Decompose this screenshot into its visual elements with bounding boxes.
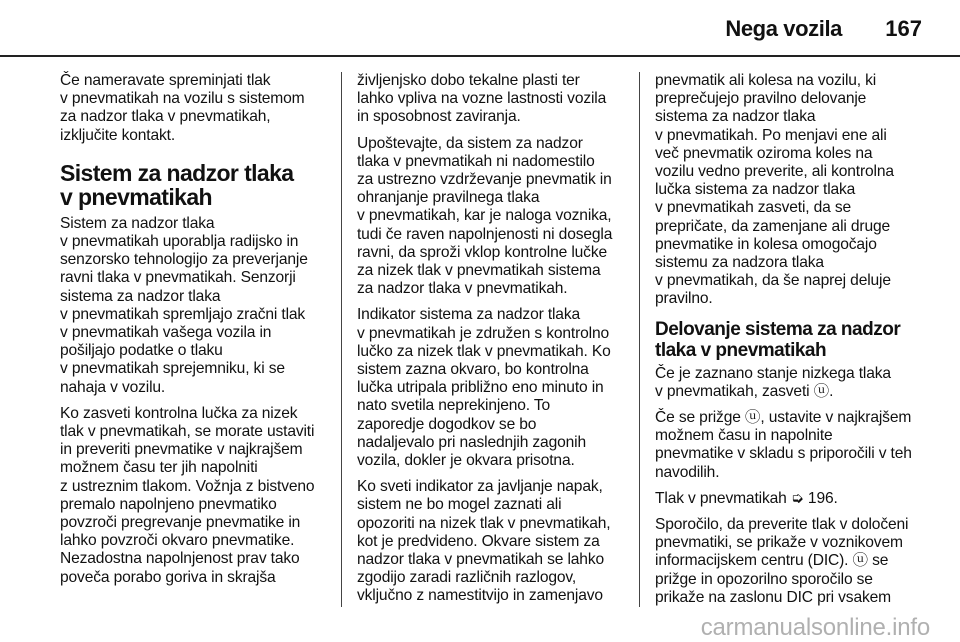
paragraph: pnevmatik ali kolesa na vozilu, ki preprečujejo pravilno delovanje sistema za nadzor tlaka v pnevmatikah. Po menjavi ene ali več pnevmatik oziroma koles na vozilu vedno preverite, ali kontrolna lučka sistema za nadzor tlaka v pnevmatikah zasveti, da se prepričate, da zamenjane ali druge pnevmatike in kolesa omogočajo sistemu za nadzora tlaka v pnevmatikah, da še naprej deluje pravilno. bbox=[655, 72, 894, 308]
header-rule bbox=[0, 55, 960, 57]
paragraph: Ko zasveti kontrolna lučka za nizek tlak v pnevmatikah, se morate ustaviti in preveriti pnevmatike v najkrajšem možnem času ter jih napolniti z ustreznim tlakom. Vožnja z bistveno premalo napolnjeno pnevmatiko povzroči pregrevanje pnevmatike in lahko povzroči okvaro pnevmatike. Nezadostna napolnjenost prav tako poveča porabo goriva in skrajša bbox=[60, 404, 315, 586]
section-heading: Sistem za nadzor tlaka v pnevmatikah bbox=[60, 159, 294, 210]
paragraph: življenjsko dobo tekalne plasti ter lahko vpliva na vozne lastnosti vozila in sposobnost zaviranja. bbox=[357, 72, 607, 126]
watermark: carmanualsonline.info bbox=[700, 614, 930, 641]
paragraph: Indikator sistema za nadzor tlaka v pnevmatikah je združen s kontrolno lučko za nizek tlak v pnevmatikah. Ko sistem zazna okvaro, bo kontrolna lučka utripala približno eno minuto in nato svetila neprekinjeno. To zaporedje dogodkov se bo nadaljevalo pri naslednjih zagonih vozila, dokler je okvara prisotna. bbox=[357, 306, 611, 470]
paragraph: Sporočilo, da preverite tlak v določeni pnevmatiki, se prikaže v voznikovem informacijskem centru (DIC). ⓤ se prižge in opozorilno sporočilo se prikaže na zaslonu DIC pri vsakem bbox=[655, 516, 909, 606]
column-divider bbox=[341, 72, 342, 607]
page-footer bbox=[0, 610, 960, 642]
paragraph-reference[interactable]: Tlak v pnevmatikah ➭ 196. bbox=[655, 489, 838, 507]
paragraph: Ko sveti indikator za javljanje napak, sistem ne bo mogel zaznati ali opozoriti na nizek tlak v pnevmatikah, kot je predvideno. Okvare sistem za nadzor tlaka v pnevmatikah se lahko zgodijo zaradi različnih razlogov, vključno z namestitvijo in zamenjavo bbox=[357, 478, 611, 605]
running-title: Nega vozila bbox=[725, 16, 842, 41]
paragraph: Upoštevajte, da sistem za nadzor tlaka v pnevmatikah ni nadomestilo za ustrezno vzdrževanje pnevmatik in ohranjanje pravilnega tlaka v pnevmatikah, kar je naloga voznika, tudi če raven napolnjenosti ni dosegla ravni, da sproži vklop kontrolne lučke za nizek tlak v pnevmatikah sistema za nadzor tlaka v pnevmatikah. bbox=[357, 134, 613, 298]
paragraph: Če je zaznano stanje nizkega tlaka v pnevmatikah, zasveti ⓤ. bbox=[655, 364, 891, 400]
paragraph: Če nameravate spreminjati tlak v pnevmatikah na vozilu s sistemom za nadzor tlaka v pnevmatikah, izključite kontakt. bbox=[60, 72, 305, 144]
column-1 bbox=[60, 72, 336, 595]
column-3 bbox=[655, 72, 931, 615]
subsection-heading: Delovanje sistema za nadzor tlaka v pnevmatikah bbox=[655, 318, 901, 361]
paragraph: Če se prižge ⓤ, ustavite v najkrajšem možnem času in napolnite pnevmatike v skladu s priporočili v teh navodilih. bbox=[655, 409, 912, 481]
column-2 bbox=[357, 72, 633, 614]
paragraph: Sistem za nadzor tlaka v pnevmatikah uporablja radijsko in senzorsko tehnologijo za preverjanje ravni tlaka v pnevmatikah. Senzorji sistema za nadzor tlaka v pnevmatikah spremljajo zračni tlak v pnevmatikah vašega vozila in pošiljajo podatke o tlaku v pnevmatikah sprejemniku, ki se nahaja v vozilu. bbox=[60, 214, 308, 396]
column-divider bbox=[639, 72, 640, 607]
page-header bbox=[0, 0, 960, 52]
page-number: 167 bbox=[885, 16, 922, 41]
